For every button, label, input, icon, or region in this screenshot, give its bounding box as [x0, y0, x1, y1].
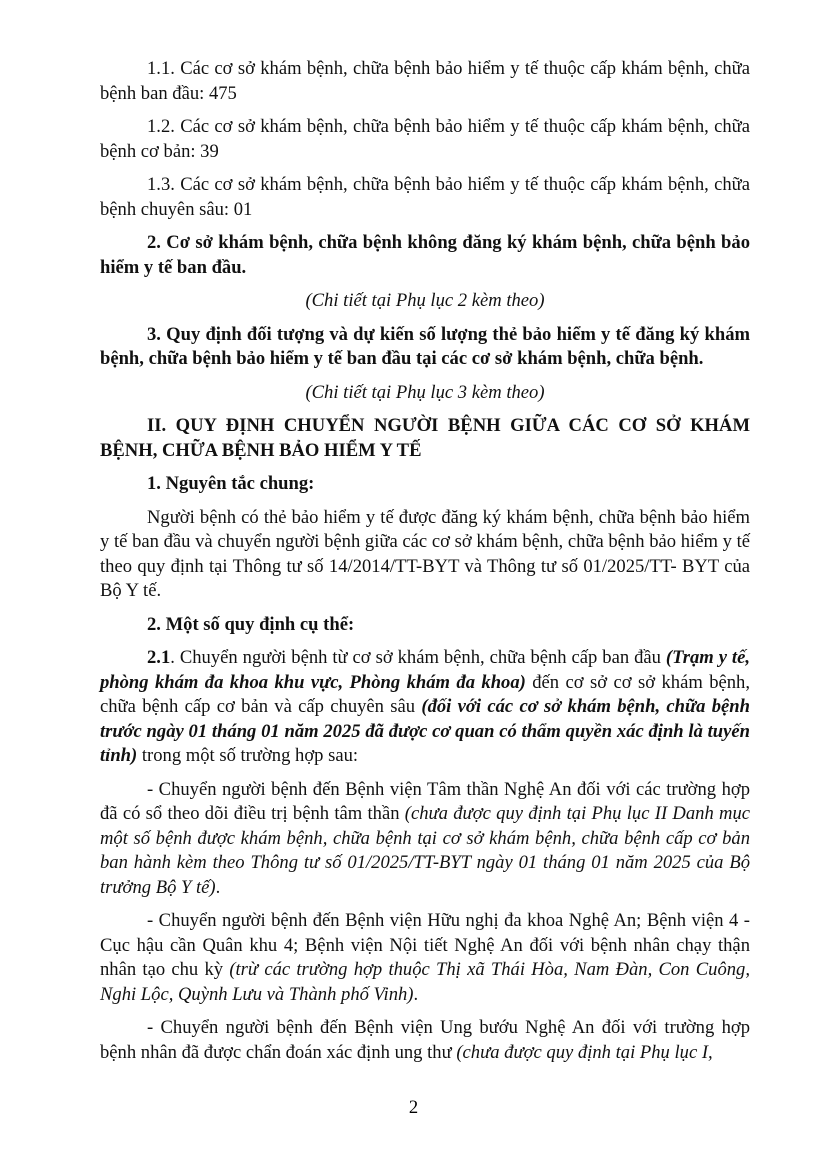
- heading-3: 3. Quy định đối tượng và dự kiến số lượng thẻ bảo hiểm y tế đăng ký khám bệnh, chữa bệnh bảo hiểm y tế ban đầu tại các cơ sở khám bệnh, chữa bệnh.: [100, 323, 750, 369]
- rule-2-1-facilities: (Trạm y tế, phòng khám đa khoa khu vực, Phòng khám đa khoa): [100, 647, 750, 693]
- item-1-2: 1.2. Các cơ sở khám bệnh, chữa bệnh bảo hiểm y tế thuộc cấp khám bệnh, chữa bệnh cơ bản: 39: [100, 116, 750, 162]
- bullet-2-end: .: [413, 983, 419, 1005]
- bullet-1-text: - Chuyển người bệnh đến Bệnh viện Tâm thần Nghệ An đối với các trường hợp đã có sổ theo dõi điều trị bệnh tâm thần: [100, 778, 750, 824]
- bullet-3-text: - Chuyển người bệnh đến Bệnh viện Ung bướu Nghệ An đối với trường hợp bệnh nhân đã được chẩn đoán xác định ung thư: [100, 1017, 750, 1063]
- rule-2-1-condition: (đối với các cơ sở khám bệnh, chữa bệnh trước ngày 01 tháng 01 năm 2025 đã được cơ quan có thẩm quyền xác định là tuyến tỉnh): [100, 696, 750, 766]
- bullet-1-note: (chưa được quy định tại Phụ lục II Danh mục một số bệnh được khám bệnh, chữa bệnh tại cơ sở khám bệnh, chữa bệnh cấp cơ bản ban hành kèm theo Thông tư số 01/2025/TT-BYT ngày 01 tháng 01 năm 2025 của Bộ trưởng Bộ Y tế): [100, 803, 750, 898]
- general-principles-heading: 1. Nguyên tắc chung:: [147, 473, 315, 494]
- page-number: 2: [408, 1097, 419, 1118]
- item-1-1: 1.1. Các cơ sở khám bệnh, chữa bệnh bảo hiểm y tế thuộc cấp khám bệnh, chữa bệnh ban đầu: 475: [100, 58, 750, 104]
- rule-2-1: [100, 646, 750, 769]
- general-principles-text: Người bệnh có thẻ bảo hiểm y tế được đăng ký khám bệnh, chữa bệnh bảo hiểm y tế ban đầu và chuyển người bệnh giữa các cơ sở khám bệnh, chữa bệnh bảo hiểm y tế theo quy định tại Thông tư số 14/2014/TT-BYT và Thông tư số 01/2025/TT- BYT của Bộ Y tế.: [100, 506, 750, 601]
- rule-2-1-text-b: đến cơ sở cơ sở khám bệnh, chữa bệnh cấp cơ bản và cấp chuyên sâu: [100, 671, 750, 717]
- bullet-dialysis: [100, 909, 750, 1007]
- section-ii-title: II. QUY ĐỊNH CHUYỂN NGƯỜI BỆNH GIỮA CÁC CƠ SỞ KHÁM BỆNH, CHỮA BỆNH BẢO HIỂM Y TẾ: [100, 415, 750, 461]
- note-appendix-2: (Chi tiết tại Phụ lục 2 kèm theo): [305, 290, 545, 311]
- rule-2-1-number: 2.1: [147, 647, 171, 668]
- specific-rules-heading: 2. Một số quy định cụ thể:: [147, 613, 355, 635]
- note-appendix-3: (Chi tiết tại Phụ lục 3 kèm theo): [305, 381, 545, 403]
- rule-2-1-text-a: . Chuyển người bệnh từ cơ sở khám bệnh, chữa bệnh cấp ban đầu: [170, 647, 666, 668]
- document-page: [100, 57, 750, 1074]
- item-1-3: 1.3. Các cơ sở khám bệnh, chữa bệnh bảo hiểm y tế thuộc cấp khám bệnh, chữa bệnh chuyên sâu: 01: [100, 174, 750, 220]
- bullet-2-text: - Chuyển người bệnh đến Bệnh viện Hữu nghị đa khoa Nghệ An; Bệnh viện 4 - Cục hậu cần Quân khu 4; Bệnh viện Nội tiết Nghệ An đối với bệnh nhân chạy thận nhân tạo chu kỳ: [100, 910, 750, 980]
- rule-2-1-text-c: trong một số trường hợp sau:: [137, 745, 359, 766]
- bullet-oncology: [100, 1016, 750, 1065]
- bullet-2-note: (trừ các trường hợp thuộc Thị xã Thái Hòa, Nam Đàn, Con Cuông, Nghi Lộc, Quỳnh Lưu và Thành phố Vinh): [100, 959, 750, 1005]
- bullet-mental-hospital: [100, 778, 750, 901]
- bullet-3-note: (chưa được quy định tại Phụ lục I,: [456, 1041, 713, 1063]
- bullet-1-end: .: [215, 876, 221, 898]
- heading-2: 2. Cơ sở khám bệnh, chữa bệnh không đăng ký khám bệnh, chữa bệnh bảo hiểm y tế ban đầu.: [100, 232, 750, 278]
